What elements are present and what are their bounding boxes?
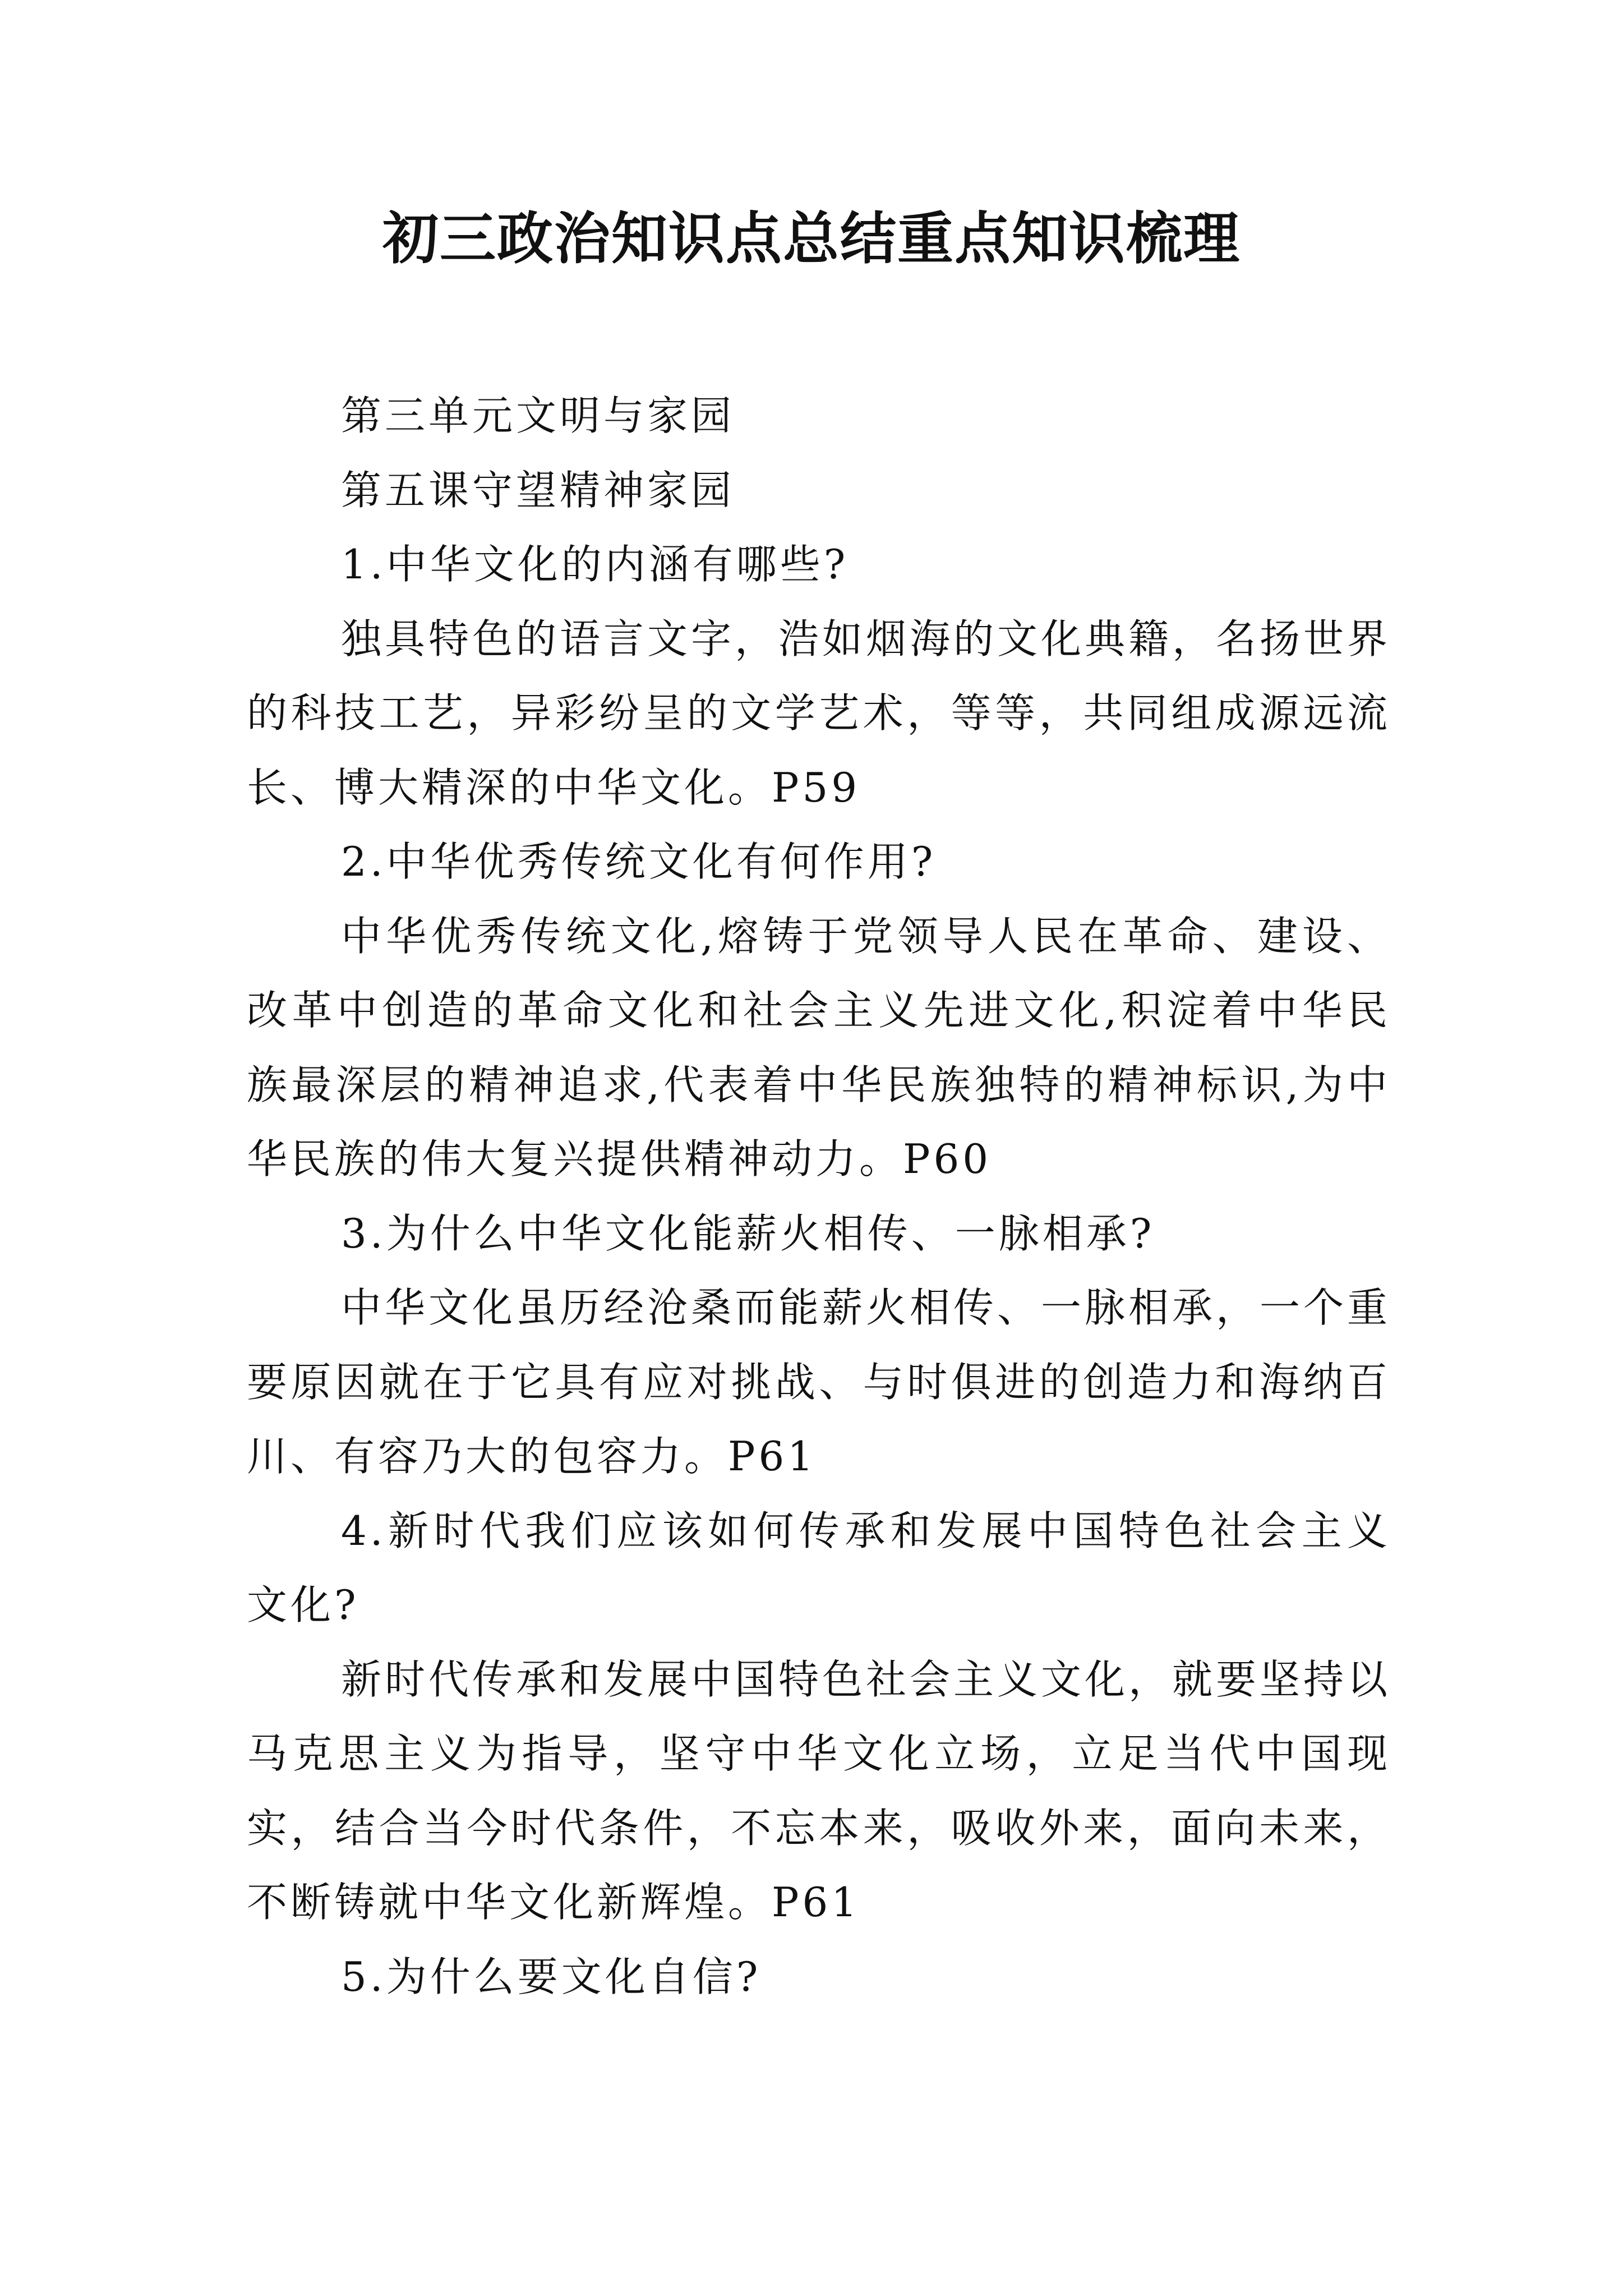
question-paragraph: 4.新时代我们应该如何传承和发展中国特色社会主义文化? bbox=[247, 1507, 1391, 1628]
question-paragraph: 3.为什么中华文化能薪火相传、一脉相承? bbox=[341, 1209, 1155, 1257]
answer-paragraph: 独具特色的语言文字，浩如烟海的文化典籍，名扬世界的科技工艺，异彩纷呈的文学艺术，等等，共同组成源远流长、博大精深的中华文化。P59 bbox=[247, 615, 1391, 811]
question-paragraph: 5.为什么要文化自信? bbox=[341, 1953, 762, 2000]
section-heading: 第三单元文明与家园 bbox=[341, 392, 735, 439]
document-title: 初三政治知识点总结重点知识梳理 bbox=[382, 205, 1241, 272]
question-paragraph: 2.中华优秀传统文化有何作用? bbox=[341, 838, 937, 885]
document-body bbox=[247, 379, 1391, 2014]
answer-paragraph: 中华文化虽历经沧桑而能薪火相传、一脉相承，一个重要原因就在于它具有应对挑战、与时俱进的创造力和海纳百川、有容乃大的包容力。P61 bbox=[247, 1284, 1391, 1480]
answer-paragraph: 新时代传承和发展中国特色社会主义文化，就要坚持以马克思主义为指导，坚守中华文化立场，立足当代中国现实，结合当今时代条件，不忘本来，吸收外来，面向未来，不断铸就中华文化新辉煌。P61 bbox=[247, 1655, 1391, 1926]
question-paragraph: 1.中华文化的内涵有哪些? bbox=[341, 541, 849, 588]
answer-paragraph: 中华优秀传统文化,熔铸于党领导人民在革命、建设、改革中创造的革命文化和社会主义先进文化,积淀着中华民族最深层的精神追求,代表着中华民族独特的精神标识,为中华民族的伟大复兴提供精神动力。P60 bbox=[247, 912, 1391, 1182]
lesson-heading: 第五课守望精神家园 bbox=[341, 466, 735, 514]
